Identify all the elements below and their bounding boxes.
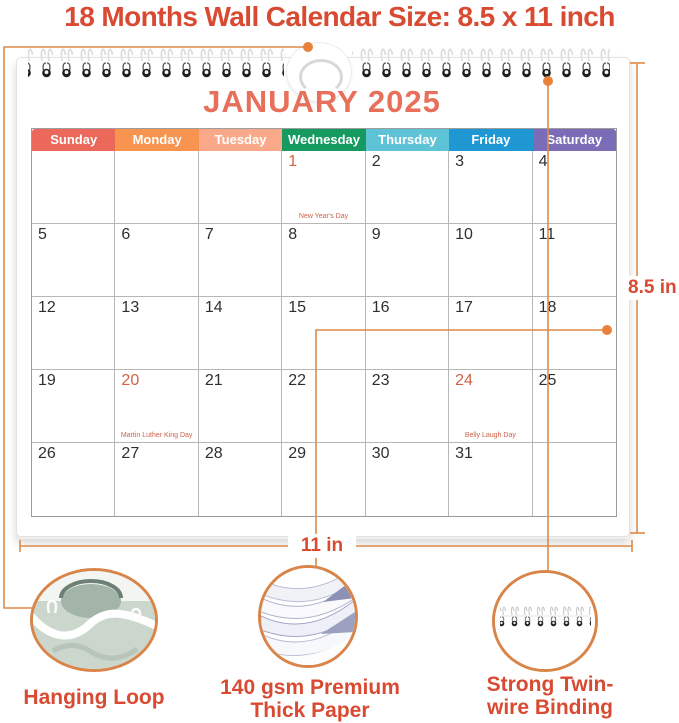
day-number: 14 bbox=[204, 299, 223, 316]
day-cell bbox=[199, 297, 282, 370]
day-cell bbox=[282, 443, 365, 516]
day-cell bbox=[533, 370, 616, 443]
twin-wire-label-line1: Strong Twin- bbox=[486, 673, 614, 696]
day-number: 23 bbox=[371, 372, 390, 389]
day-cell bbox=[115, 443, 198, 516]
weekday-header: Saturday bbox=[533, 129, 616, 151]
day-cell bbox=[115, 297, 198, 370]
paper-label-line2: Thick Paper bbox=[250, 699, 370, 722]
day-cell bbox=[533, 443, 616, 516]
day-number bbox=[32, 151, 114, 153]
hanging-loop-label: Hanging Loop bbox=[23, 686, 165, 709]
day-cell bbox=[282, 297, 365, 370]
day-number: 2 bbox=[371, 153, 381, 170]
holiday-label: New Year's Day bbox=[298, 213, 349, 220]
day-number: 22 bbox=[288, 372, 307, 389]
day-number: 9 bbox=[371, 226, 381, 243]
day-cell bbox=[449, 297, 532, 370]
calendar-grid bbox=[31, 128, 617, 517]
day-cell bbox=[366, 224, 449, 297]
hanging-loop-photo bbox=[33, 571, 155, 669]
day-number: 16 bbox=[371, 299, 390, 316]
paper-label-line1: 140 gsm Premium bbox=[220, 676, 400, 699]
day-number: 11 bbox=[538, 226, 556, 243]
weekday-header: Tuesday bbox=[199, 129, 282, 151]
day-cell bbox=[449, 370, 532, 443]
day-number: 18 bbox=[538, 299, 557, 316]
day-cell bbox=[533, 224, 616, 297]
paper-stack-icon bbox=[261, 568, 355, 665]
day-cell bbox=[32, 151, 115, 224]
day-number: 24 bbox=[455, 372, 473, 389]
day-cell bbox=[533, 297, 616, 370]
day-number bbox=[199, 151, 281, 153]
day-cell bbox=[366, 297, 449, 370]
day-number: 21 bbox=[204, 372, 223, 389]
day-cell bbox=[199, 443, 282, 516]
day-number: 8 bbox=[288, 226, 298, 243]
day-number: 15 bbox=[288, 299, 307, 316]
day-number: 3 bbox=[455, 153, 465, 170]
day-cell bbox=[32, 297, 115, 370]
day-number: 26 bbox=[38, 445, 56, 462]
twin-wire-label-line2: wire Binding bbox=[487, 696, 613, 719]
day-cell bbox=[449, 224, 532, 297]
weekday-row bbox=[32, 129, 616, 151]
day-cell bbox=[366, 370, 449, 443]
day-number: 13 bbox=[121, 299, 140, 316]
day-cell bbox=[366, 151, 449, 224]
day-number bbox=[115, 151, 197, 153]
day-number: 28 bbox=[204, 445, 223, 462]
day-cell bbox=[282, 224, 365, 297]
day-number: 19 bbox=[38, 372, 56, 389]
day-number: 10 bbox=[455, 226, 473, 243]
twin-wire-callout bbox=[492, 570, 598, 672]
day-number: 31 bbox=[455, 445, 473, 462]
day-number: 29 bbox=[288, 445, 307, 462]
day-cell bbox=[449, 151, 532, 224]
day-number: 12 bbox=[38, 299, 56, 316]
day-cell bbox=[115, 370, 198, 443]
holiday-label: Martin Luther King Day bbox=[120, 432, 193, 439]
day-number: 30 bbox=[371, 445, 390, 462]
holiday-label: Belly Laugh Day bbox=[464, 432, 516, 439]
month-title: JANUARY 2025 bbox=[203, 84, 441, 119]
day-cell bbox=[199, 224, 282, 297]
weekday-header: Monday bbox=[115, 129, 198, 151]
weekday-header: Sunday bbox=[32, 129, 115, 151]
day-cell bbox=[115, 151, 198, 224]
day-cell bbox=[115, 224, 198, 297]
day-number: 7 bbox=[204, 226, 214, 243]
twin-wire-icon bbox=[495, 573, 595, 669]
day-number: 17 bbox=[455, 299, 473, 316]
day-cell bbox=[282, 151, 365, 224]
day-cell bbox=[32, 370, 115, 443]
weekday-header: Wednesday bbox=[282, 129, 365, 151]
day-cell bbox=[449, 443, 532, 516]
day-number: 20 bbox=[121, 372, 140, 389]
hanging-loop-callout bbox=[30, 568, 158, 672]
day-number: 25 bbox=[538, 372, 557, 389]
width-dimension-label: 11 in bbox=[288, 534, 356, 558]
weekday-header: Friday bbox=[449, 129, 532, 151]
day-number: 4 bbox=[538, 153, 548, 170]
day-number: 27 bbox=[121, 445, 140, 462]
day-cell bbox=[282, 370, 365, 443]
day-cell bbox=[32, 224, 115, 297]
day-cell bbox=[533, 151, 616, 224]
day-number: 1 bbox=[288, 153, 298, 170]
height-dimension-label: 8.5 in bbox=[628, 277, 677, 298]
day-number bbox=[533, 443, 616, 445]
day-cell bbox=[199, 151, 282, 224]
day-number: 5 bbox=[38, 226, 47, 243]
day-cell bbox=[32, 443, 115, 516]
day-cell bbox=[366, 443, 449, 516]
day-grid bbox=[32, 151, 616, 516]
paper-callout bbox=[258, 565, 358, 668]
day-cell bbox=[199, 370, 282, 443]
product-title: 18 Months Wall Calendar Size: 8.5 x 11 inch bbox=[64, 1, 615, 32]
day-number: 6 bbox=[121, 226, 131, 243]
weekday-header: Thursday bbox=[366, 129, 449, 151]
